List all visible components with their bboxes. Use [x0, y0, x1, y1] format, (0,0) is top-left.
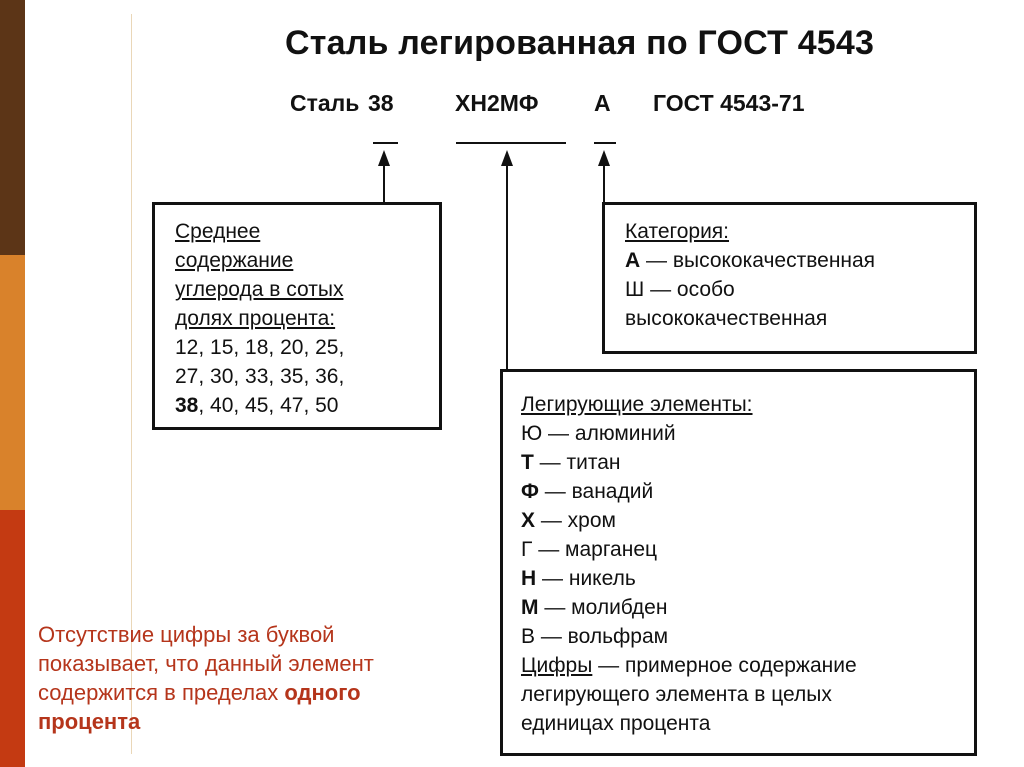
alloy-name: — ванадий	[538, 480, 654, 503]
alloy-digits-label: Цифры	[521, 654, 593, 677]
arrow-stem-category	[603, 164, 605, 202]
alloy-code: В	[521, 625, 536, 648]
alloy-item	[521, 622, 974, 651]
alloy-digits-text: — примерное содержание	[592, 654, 857, 677]
category-item	[625, 246, 974, 275]
alloy-code: Ф	[521, 480, 539, 503]
alloy-name: — алюминий	[542, 422, 676, 445]
carbon-heading-line: углерода в сотых	[175, 278, 344, 301]
decor-stripe-middle	[0, 255, 25, 510]
alloy-code: Ю	[521, 422, 543, 445]
alloy-code: Х	[521, 509, 536, 532]
decor-stripe-top	[0, 0, 25, 255]
alloy-digits-continued: легирующего элемента в целых	[521, 683, 832, 706]
underline-category	[594, 142, 616, 144]
category-code: А	[625, 249, 641, 272]
alloy-item	[521, 506, 974, 535]
marking-standard: ГОСТ 4543-71	[653, 90, 805, 116]
category-text: — особо	[644, 278, 735, 301]
underline-carbon	[373, 142, 398, 144]
diagram-title: Сталь легированная по ГОСТ 4543	[285, 24, 875, 62]
alloy-code: Г	[521, 538, 533, 561]
carbon-values-line	[175, 391, 439, 420]
note-emphasis: одного процента	[38, 680, 361, 734]
carbon-heading-line: долях процента:	[175, 307, 336, 330]
alloy-digits-continued: единицах процента	[521, 712, 711, 735]
carbon-heading-line: Среднее	[175, 220, 261, 243]
carbon-heading-line: содержание	[175, 249, 294, 272]
carbon-values-rest: , 40, 45, 47, 50	[198, 394, 339, 417]
alloy-item	[521, 535, 974, 564]
category-heading: Категория:	[625, 220, 730, 243]
alloy-name: — хром	[535, 509, 616, 532]
alloy-item	[521, 593, 974, 622]
alloy-code: М	[521, 596, 539, 619]
alloy-code: Т	[521, 451, 534, 474]
carbon-values-line: 12, 15, 18, 20, 25,	[175, 336, 345, 359]
alloy-item	[521, 477, 974, 506]
carbon-content-box	[152, 202, 442, 430]
note-body: Отсутствие цифры за буквой показывает, что данный элемент содержится в пределах	[38, 622, 374, 705]
marking-elements: ХН2МФ	[455, 90, 539, 116]
arrow-stem-carbon	[383, 164, 385, 202]
alloy-heading: Легирующие элементы:	[521, 393, 753, 416]
alloy-item	[521, 564, 974, 593]
carbon-highlight-value: 38	[175, 394, 199, 417]
decor-stripe-bottom	[0, 510, 25, 767]
category-item	[625, 275, 974, 304]
alloy-name: — вольфрам	[535, 625, 669, 648]
category-text-continued: высококачественная	[625, 307, 828, 330]
alloy-name: — никель	[536, 567, 636, 590]
category-text: — высококачественная	[640, 249, 876, 272]
arrow-stem-elements	[506, 164, 508, 369]
alloy-item	[521, 419, 974, 448]
alloy-digits-line	[521, 651, 974, 680]
alloy-name: — титан	[533, 451, 621, 474]
marking-carbon: 38	[368, 90, 394, 116]
underline-elements	[456, 142, 566, 144]
marking-category: А	[594, 90, 611, 116]
note-text	[38, 620, 458, 736]
carbon-values-line: 27, 30, 33, 35, 36,	[175, 365, 345, 388]
alloying-elements-box	[500, 369, 977, 756]
alloy-code: Н	[521, 567, 537, 590]
alloy-item	[521, 448, 974, 477]
marking-steel: Сталь	[290, 90, 360, 116]
alloy-name: — марганец	[532, 538, 658, 561]
category-code: Ш	[625, 278, 645, 301]
category-box	[602, 202, 977, 354]
alloy-name: — молибден	[538, 596, 668, 619]
